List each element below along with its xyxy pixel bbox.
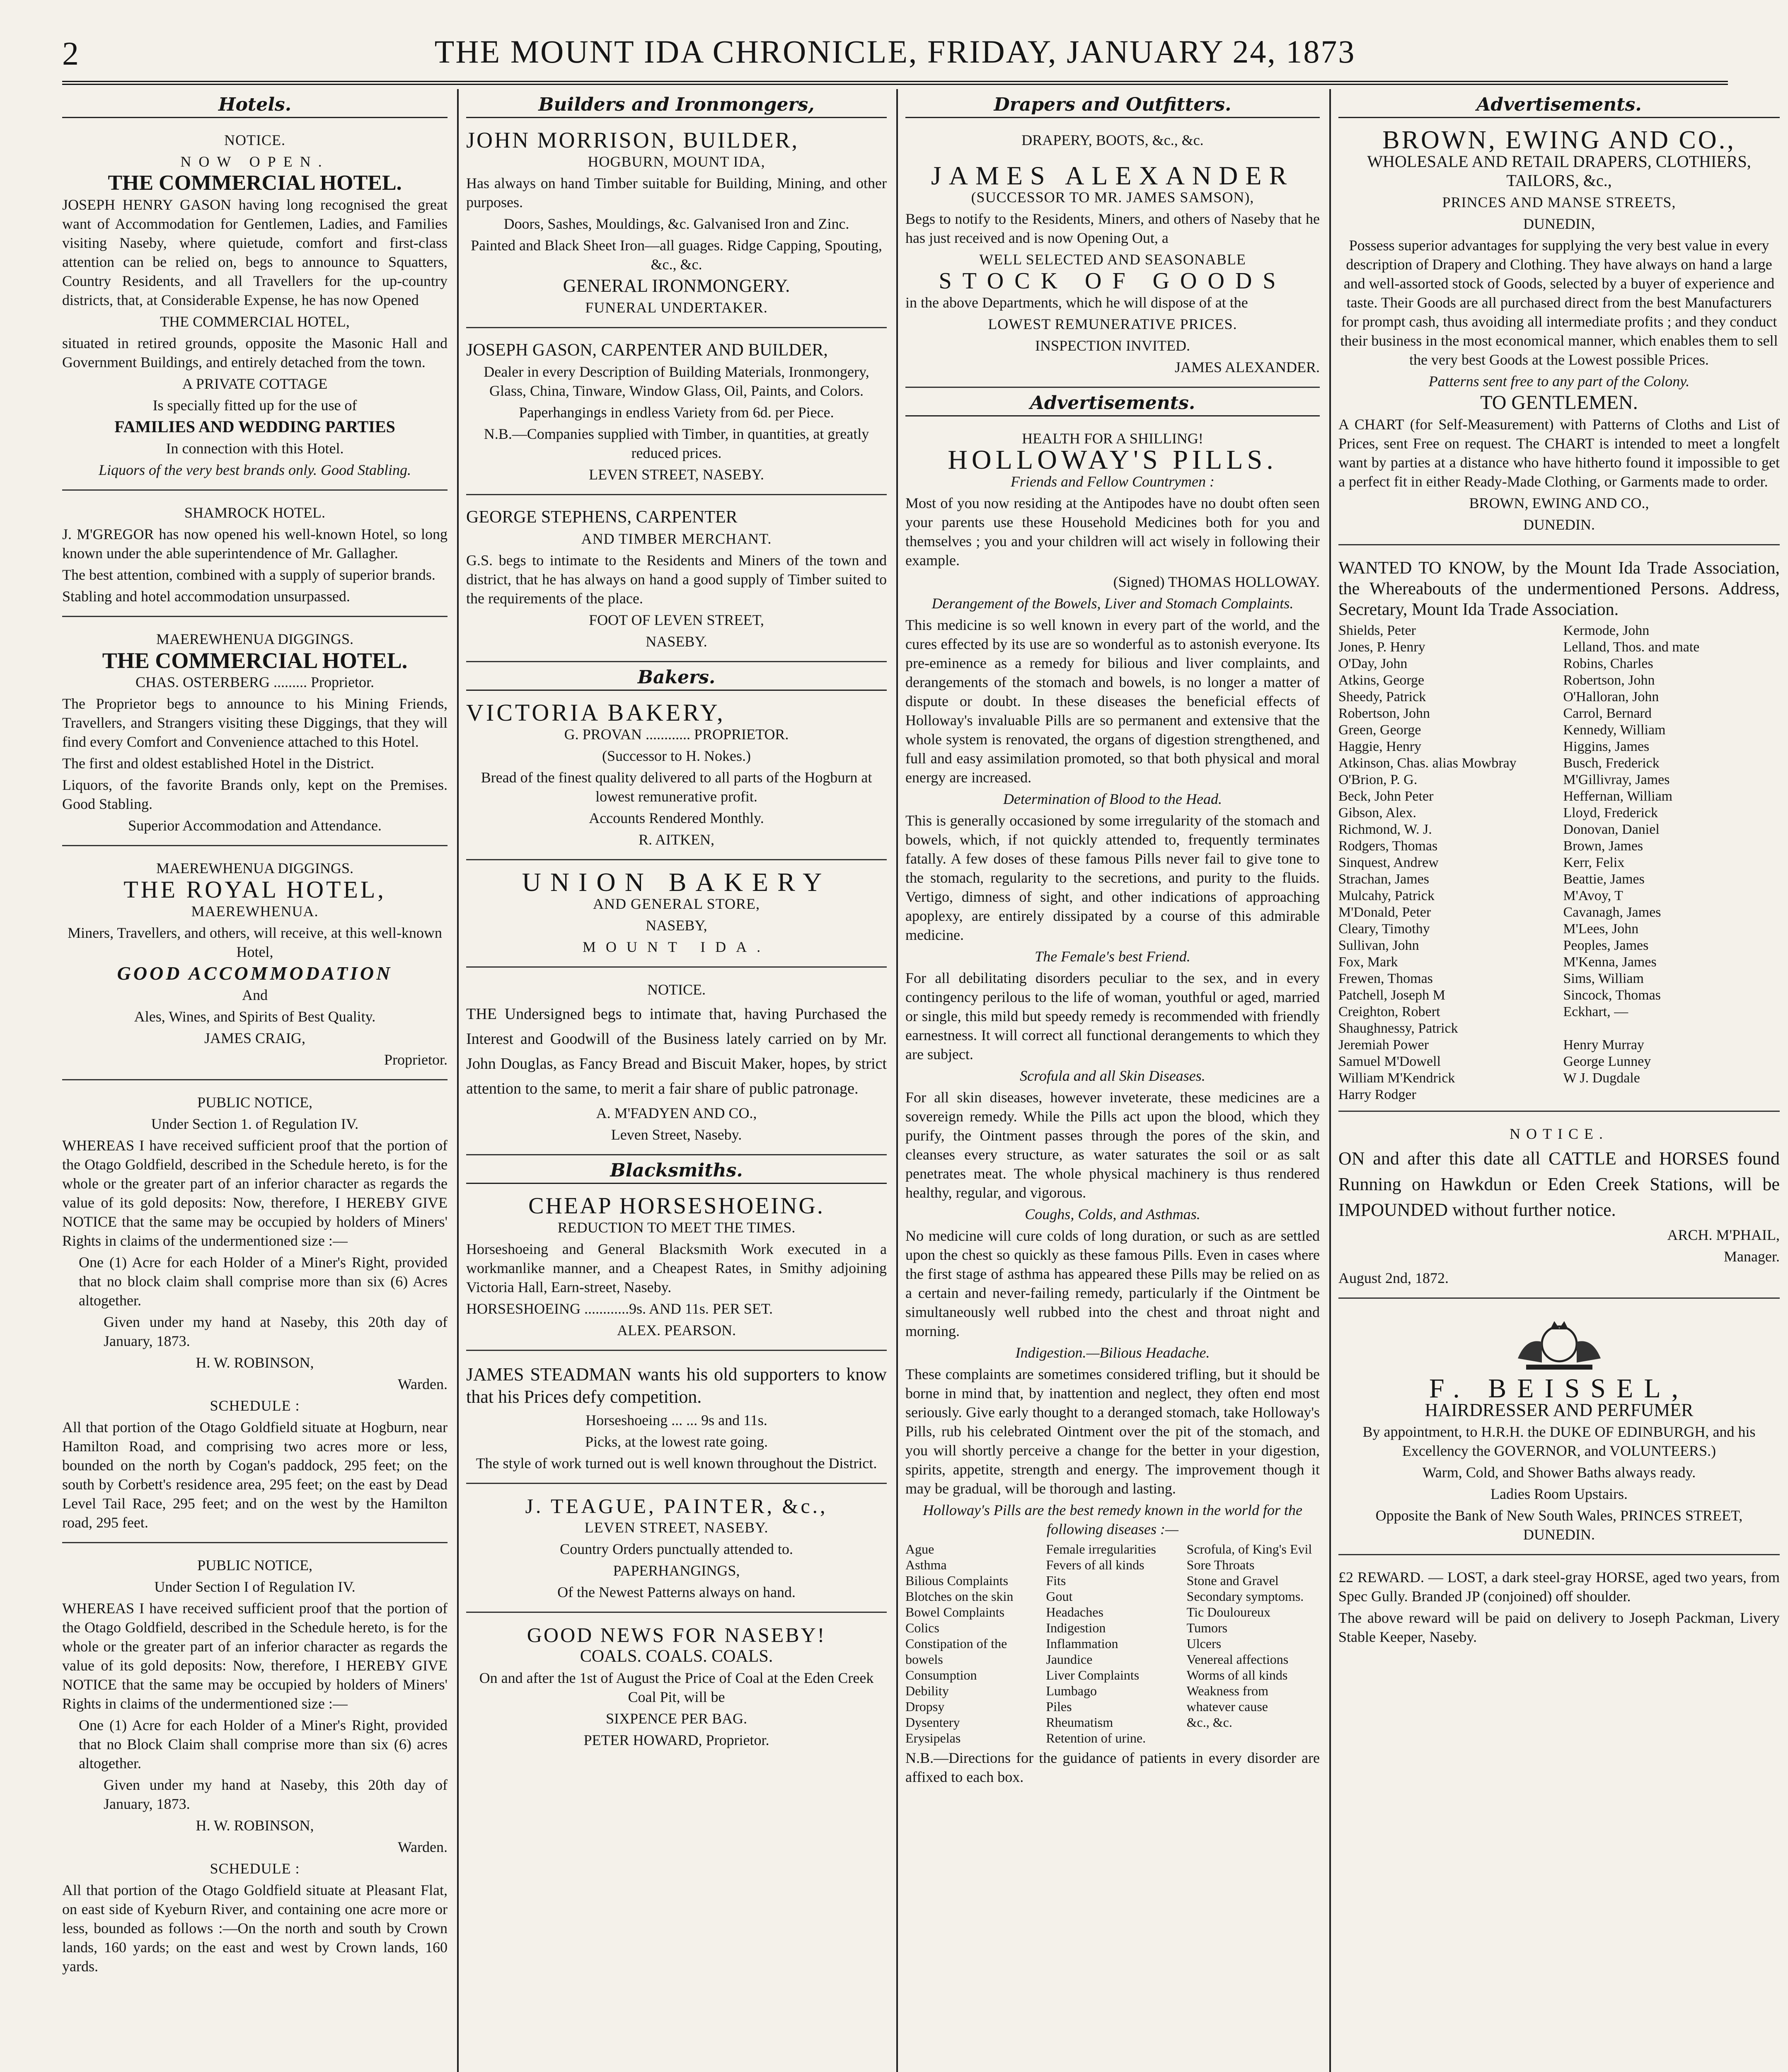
- ad-body: Paperhangings in endless Variety from 6d. per Piece.: [519, 404, 834, 421]
- schedule-heading: SCHEDULE :: [210, 1860, 300, 1877]
- names-column: Kermode, John Lelland, Thos. and mate Robins, Charles Robertson, John O'Halloran, John Carrol, Bernard Kennedy, William Higgins, James Busch, Frederick M'Gillivray, James Heffernan, William Lloyd, Frederick Donovan, Daniel Brown, James Kerr, Felix Beattie, James M'Avoy, T Cavanagh, James M'Lees, John Peoples, James M'Kenna, James Sims, William Sincock, Thomas Eckhart, — Henry Murray George Lunney W J. Dugdale: [1563, 623, 1700, 1086]
- notice-body: WHEREAS I have received sufficient proof that the portion of the Otago Goldfield, described in the Schedule hereto, is for the whole or the greater part of an inferior character as regards the value of its gold deposits: Now, therefore, I HEREBY GIVE NOTICE that the same may be occupied by holders of Miners' Rights in claims of the undermentioned size :—: [62, 1600, 448, 1712]
- ad-line: Manager.: [1724, 1248, 1780, 1265]
- ad-body: On and after the 1st of August the Price of Coal at the Eden Creek Coal Pit, will be: [479, 1670, 874, 1705]
- ad-line: WELL SELECTED AND SEASONABLE: [979, 251, 1246, 268]
- notice-section: Under Section 1. of Regulation IV.: [151, 1116, 359, 1132]
- ad-body: For all debilitating disorders peculiar to the sex, and in every contingency perilous to the life of woman, youthful or aged, married or single, this mild but speedy remedy is recommended with friendly earnestness. It will correct all functional derangements to which they are subject.: [905, 970, 1320, 1063]
- ad-body: THE Undersigned begs to intimate that, having Purchased the Interest and Goodwill of the Business lately carried on by Mr. John Douglas, as Fancy Bread and Biscuit Maker, hopes, by strict attention to the same, to merit a fair share of public patronage.: [466, 1005, 887, 1097]
- ad-line: DUNEDIN,: [1523, 215, 1595, 232]
- ad-line: Opposite the Bank of New South Wales, PRINCES STREET, DUNEDIN.: [1375, 1507, 1743, 1543]
- ad-body: ON and after this date all CATTLE and HORSES found Running on Hawkdun or Eden Creek Stations, will be IMPOUNDED without further notice.: [1338, 1148, 1780, 1220]
- column-rule: [896, 89, 898, 2072]
- ad-heading: MAEREWHENUA DIGGINGS.: [156, 631, 353, 647]
- james-steadman-ad: [466, 1357, 887, 1484]
- ad-title: GEORGE STEPHENS, CARPENTER: [466, 508, 738, 527]
- disease-list-column: Ague Asthma Bilious Complaints Blotches on the skin Bowel Complaints Colics Constipation of the bowels Consumption Debility Dropsy Dysentery Erysipelas: [905, 1542, 1014, 1745]
- ad-title: J. TEAGUE, PAINTER, &c.,: [525, 1494, 828, 1518]
- section-heading: Hotels.: [62, 95, 448, 118]
- notice-line: Warden.: [397, 1376, 448, 1392]
- ad-subheading: Scrofula and all Skin Diseases.: [1020, 1067, 1205, 1084]
- ad-signature: BROWN, EWING AND CO.,: [1469, 495, 1649, 511]
- ad-line: A PRIVATE COTTAGE: [182, 375, 328, 392]
- cheap-horseshoeing-ad: [466, 1190, 887, 1351]
- royal-crest-icon: [1510, 1313, 1609, 1375]
- ad-subheading: The Female's best Friend.: [1035, 948, 1190, 965]
- ad-line: Country Orders punctually attended to.: [560, 1541, 793, 1557]
- ad-body: Horseshoeing and General Blacksmith Work executed in a workmanlike manner, and a Cheapest Rates, in Smithy adjoining Victoria Hall, Earn-street, Naseby.: [466, 1241, 887, 1295]
- joseph-gason-ad: [466, 334, 887, 495]
- shamrock-hotel-ad: [62, 496, 448, 617]
- ad-line: GENERAL IRONMONGERY.: [563, 276, 790, 296]
- ad-line: INSPECTION INVITED.: [1035, 337, 1190, 354]
- notice-section: Under Section I of Regulation IV.: [154, 1578, 356, 1595]
- ad-title: JOHN MORRISON, BUILDER,: [466, 128, 799, 152]
- ad-body: Liquors, of the favorite Brands only, kept on the Premises. Good Stabling.: [62, 777, 448, 812]
- ad-subheading: Coughs, Colds, and Asthmas.: [1025, 1206, 1200, 1222]
- john-morrison-ad: [466, 124, 887, 328]
- ad-line: In connection with this Hotel.: [166, 440, 344, 457]
- ad-signature: ARCH. M'PHAIL,: [1667, 1227, 1780, 1243]
- ad-footnote: N.B.—Directions for the guidance of patients in every disorder are affixed to each box.: [905, 1750, 1320, 1785]
- column-3: [905, 95, 1320, 2072]
- column-rule: [457, 89, 459, 2072]
- column-2: [466, 95, 887, 2072]
- ad-line: Accounts Rendered Monthly.: [589, 810, 764, 826]
- ad-line: REDUCTION TO MEET THE TIMES.: [557, 1219, 796, 1236]
- ad-body: Has always on hand Timber suitable for Building, Mining, and other purposes.: [466, 175, 887, 211]
- ad-line: MOUNT IDA.: [582, 939, 771, 955]
- ad-body: Dealer in every Description of Building Materials, Ironmongery, Glass, China, Tinware, Window Glass, Oil, Paints, and Colors.: [484, 363, 869, 399]
- disease-list-column: Female irregularities Fevers of all kinds Fits Gout Headaches Indigestion Inflammation Jaundice Liver Complaints Lumbago Piles Rheumatism Retention of urine.: [1046, 1542, 1156, 1745]
- ad-notice: NOTICE.: [224, 132, 285, 148]
- impound-notice-ad: [1338, 1118, 1780, 1299]
- section-heading: Builders and Ironmongers,: [466, 95, 887, 118]
- ad-body: For all skin diseases, however inveterate, these medicines are a sovereign remedy. While the Pills act upon the blood, which they purify, the Ointment passes through the pores of the skin, and cleanses every structure, as water saturates the soil or as salt penetrates meat. The whole physical machinery is thus rendered healthy, regular, and vigorous.: [905, 1089, 1320, 1201]
- ad-title: THE COMMERCIAL HOTEL.: [108, 171, 402, 195]
- column-4: [1338, 95, 1780, 2072]
- ad-body: This medicine is so well known in every part of the world, and the cures effected by its use are so wonderful as to astonish everyone. Its pre-eminence as a remedy for bilious and liver complaints, and derangements of the stomach and bowels, is no longer a matter of dispute or doubt. In these diseases the beneficial effects of Holloway's invaluable Pills are so permanent and extensive that the whole system is renovated, the organs of digestion strengthened, and full and easy assimilation promoted, so that both physical and moral energy are increased.: [905, 617, 1320, 786]
- ad-signature: JAMES ALEXANDER.: [1174, 359, 1320, 375]
- section-heading: Bakers.: [466, 668, 887, 691]
- ad-line: LEVEN STREET, NASEBY.: [589, 466, 764, 483]
- ad-body: This is generally occasioned by some irregularity of the stomach and bowels, which, if not quickly attended to, frequently terminates fatally. A few doses of these famous Pills never fail to give tone to the stomach, regularity to the secretions, and purity to the fluids. Vertigo, dimness of sight, and other indications of approaching apoplexy, are entirely dissipated by a course of this admirable medicine.: [905, 812, 1320, 943]
- ad-line: COALS. COALS. COALS.: [580, 1647, 773, 1666]
- column-rule: [1329, 89, 1331, 2072]
- victoria-bakery-ad: [466, 697, 887, 860]
- section-heading: Advertisements.: [1338, 95, 1780, 118]
- ad-line: FAMILIES AND WEDDING PARTIES: [114, 417, 395, 436]
- page-number: 2: [62, 36, 79, 72]
- ad-line: Friends and Fellow Countrymen :: [1011, 473, 1215, 490]
- ad-signature: JAMES CRAIG,: [204, 1030, 306, 1046]
- ad-line: R. AITKEN,: [639, 831, 714, 848]
- section-heading: Drapers and Outfitters.: [905, 95, 1320, 118]
- ad-line: G. PROVAN ............ PROPRIETOR.: [564, 726, 789, 743]
- j-teague-ad: [466, 1490, 887, 1613]
- royal-hotel-ad: [62, 852, 448, 1080]
- ad-body: in the above Departments, which he will dispose of at the: [905, 294, 1248, 311]
- ad-line: Warm, Cold, and Shower Baths always ready.: [1422, 1464, 1696, 1481]
- ad-body: By appointment, to H.R.H. the DUKE OF EDINBURGH, and his Excellency the GOVERNOR, and VOLUNTEERS.): [1362, 1423, 1756, 1459]
- ad-line: AND GENERAL STORE,: [593, 896, 760, 912]
- ad-heading: MAEREWHENUA DIGGINGS.: [156, 860, 353, 876]
- brown-ewing-ad: [1338, 124, 1780, 545]
- ad-line: GOOD ACCOMMODATION: [117, 963, 393, 984]
- union-bakery-ad: [466, 866, 887, 968]
- ad-line: NASEBY,: [646, 917, 707, 934]
- ad-body: The first and oldest established Hotel in the District.: [62, 755, 374, 772]
- ad-subheading: TO GENTLEMEN.: [1480, 392, 1638, 414]
- ad-title: GOOD NEWS FOR NASEBY!: [527, 1623, 826, 1646]
- notice-title: PUBLIC NOTICE,: [197, 1094, 312, 1111]
- james-alexander-ad: [905, 124, 1320, 388]
- notice-body: Given under my hand at Naseby, this 20th day of January, 1873.: [104, 1777, 448, 1812]
- ad-line: DUNEDIN.: [1523, 516, 1595, 533]
- george-stephens-ad: [466, 501, 887, 662]
- ad-title: F. BEISSEL,: [1429, 1373, 1689, 1404]
- ad-line: AND TIMBER MERCHANT.: [581, 530, 772, 547]
- ad-body: Bread of the finest quality delivered to all parts of the Hogburn at lowest remunerative profit.: [481, 769, 872, 805]
- ad-heading: NOTICE.: [1510, 1126, 1609, 1142]
- ad-line: LEVEN STREET, NASEBY.: [584, 1519, 769, 1536]
- ad-line: Is specially fitted up for the use of: [152, 397, 357, 414]
- public-notice-2: [62, 1549, 448, 1986]
- ad-heading: DRAPERY, BOOTS, &c., &c.: [1021, 132, 1204, 148]
- ad-body: G.S. begs to intimate to the Residents and Miners of the town and district, that he has always on hand a good supply of Timber suited to the requirements of the place.: [466, 552, 887, 607]
- ad-body: JOSEPH HENRY GASON having long recognised the great want of Accommodation for Gentlemen, Ladies, and Families visiting Naseby, where quietude, comfort and first-class attention can be relied on, begs to announce to Squatters, Country Residents, and all Travellers for the up-country districts, that, at Considerable Expense, he has now Opened: [62, 196, 448, 308]
- section-heading: Blacksmiths.: [466, 1161, 887, 1184]
- ad-line: SIXPENCE PER BAG.: [605, 1710, 748, 1727]
- ad-line: Leven Street, Naseby.: [611, 1126, 742, 1143]
- ad-body: situated in retired grounds, opposite the Masonic Hall and Government Buildings, and entirely detached from the town.: [62, 335, 448, 370]
- ad-line: Patterns sent free to any part of the Colony.: [1428, 373, 1690, 390]
- ad-body: The above reward will be paid on delivery to Joseph Packman, Livery Stable Keeper, Naseby.: [1338, 1610, 1780, 1645]
- ad-line: NASEBY.: [646, 633, 707, 650]
- ad-open: NOW OPEN.: [180, 153, 329, 170]
- section-heading: Advertisements.: [905, 394, 1320, 416]
- ad-subheading: Derangement of the Bowels, Liver and Stomach Complaints.: [932, 595, 1294, 612]
- ad-line: MAEREWHENUA.: [191, 903, 319, 920]
- ad-line: STOCK OF GOODS: [939, 268, 1287, 294]
- good-news-ad: [466, 1619, 887, 1760]
- ad-signature: ALEX. PEARSON.: [617, 1322, 736, 1339]
- ad-body: Begs to notify to the Residents, Miners, and others of Naseby that he has just received and is now Opening Out, a: [905, 211, 1320, 246]
- ad-line: FOOT OF LEVEN STREET,: [589, 612, 764, 628]
- ad-line: Ladies Room Upstairs.: [1490, 1486, 1628, 1502]
- ad-body: Miners, Travellers, and others, will receive, at this well-known Hotel,: [68, 925, 442, 960]
- ad-line: Horseshoeing ... ... 9s and 11s.: [586, 1412, 767, 1428]
- ad-line: August 2nd, 1872.: [1338, 1270, 1449, 1286]
- ad-line: HAIRDRESSER AND PERFUMER: [1425, 1400, 1694, 1420]
- ad-body: A CHART (for Self-Measurement) with Patterns of Cloths and List of Prices, sent Free on request. The CHART is intended to meet a longfelt want by parties at a distance who have hitherto found it impossible to get a perfect fit in either Ready-Made Clothing, or Garments made to order.: [1338, 416, 1780, 490]
- disease-list: [905, 1541, 1320, 1746]
- schedule-heading: SCHEDULE :: [210, 1397, 300, 1414]
- ad-body: Painted and Black Sheet Iron—all guages. Ridge Capping, Spouting, &c., &c.: [471, 237, 882, 273]
- ad-body: The Proprietor begs to announce to his Mining Friends, Travellers, and Strangers visiting these Diggings, that they will find every Comfort and Convenience attached to this Hotel.: [62, 695, 448, 750]
- ad-body: WANTED TO KNOW, by the Mount Ida Trade Association, the Whereabouts of the undermentioned Persons. Address, Secretary, Mount Ida Trade Association.: [1338, 559, 1780, 619]
- notice-title: PUBLIC NOTICE,: [197, 1557, 312, 1573]
- ad-title: JOSEPH GASON, CARPENTER AND BUILDER,: [466, 341, 828, 360]
- ad-body: The best attention, combined with a supply of superior brands.: [62, 566, 436, 583]
- ad-line: Picks, at the lowest rate going.: [585, 1433, 768, 1450]
- ad-title: HOLLOWAY'S PILLS.: [948, 445, 1277, 475]
- ad-title: SHAMROCK HOTEL.: [184, 504, 325, 521]
- names-list: [1338, 622, 1780, 1103]
- ad-body: Stabling and hotel accommodation unsurpassed.: [62, 588, 350, 605]
- ad-signature: (Signed) THOMAS HOLLOWAY.: [1113, 574, 1320, 590]
- maerewhenua-commercial-ad: [62, 623, 448, 846]
- masthead: [62, 19, 1728, 85]
- ad-body: N.B.—Companies supplied with Timber, in quantities, at greatly reduced prices.: [484, 426, 869, 461]
- notice-line: Warden.: [397, 1839, 448, 1855]
- notice-mfadyen-ad: [466, 973, 887, 1155]
- ad-line: A. M'FADYEN AND CO.,: [596, 1105, 757, 1121]
- ad-subheading: Indigestion.—Bilious Headache.: [1015, 1344, 1210, 1361]
- ad-body: Most of you now residing at the Antipodes have no doubt often seen your parents use these Household Medicines both for you and themselves ; you and your children will act wisely in following their example.: [905, 495, 1320, 569]
- ad-line: Proprietor.: [384, 1051, 448, 1068]
- page-title: THE MOUNT IDA CHRONICLE, FRIDAY, JANUARY 24, 1873: [434, 34, 1356, 70]
- ad-body: These complaints are sometimes considered trifling, but it should be borne in mind that, by inattention and neglect, they often end most seriously. Give early thought to a deranged stomach, take Holloway's Pills, rub his celebrated Ointment over the pit of the stomach, and you will shortly perceive a change for the better in your digestion, spirits, appetite, strength and energy. The improvement though it may be gradual, will be thorough and lasting.: [905, 1366, 1320, 1497]
- ad-body: J. M'GREGOR has now opened his well-known Hotel, so long known under the able superintendence of Mr. Gallagher.: [62, 526, 448, 562]
- notice-body: One (1) Acre for each Holder of a Miner's Right, provided that no block claim shall comprise more than six (6) Acres altogether.: [79, 1254, 448, 1309]
- ad-title: THE ROYAL HOTEL,: [123, 876, 386, 903]
- reward-ad: [1338, 1561, 1780, 1656]
- ad-line: Ales, Wines, and Spirits of Best Quality.: [134, 1008, 376, 1025]
- schedule-body: All that portion of the Otago Goldfield situate at Pleasant Flat, on east side of Kyeburn River, and containing one acre more or less, bounded as follows :—On the north and south by Crown lands, 160 yards; on the east and west by Crown lands, 160 yards.: [62, 1882, 448, 1975]
- wanted-to-know-ad: [1338, 551, 1780, 1112]
- notice-signature: H. W. ROBINSON,: [196, 1817, 314, 1834]
- ad-heading: HEALTH FOR A SHILLING!: [1022, 430, 1203, 447]
- public-notice-1: [62, 1086, 448, 1543]
- ad-line: The style of work turned out is well known throughout the District.: [476, 1455, 877, 1472]
- ad-line: PAPERHANGINGS,: [613, 1562, 740, 1579]
- ad-line: Of the Newest Patterns always on hand.: [557, 1584, 796, 1600]
- disease-list-column: Scrofula, of King's Evil Sore Throats Stone and Gravel Secondary symptoms. Tic Douloureux Tumors Ulcers Venereal affections Worms of all kinds Weakness from whatever cause &c., &c.: [1186, 1542, 1312, 1730]
- ad-line: WHOLESALE AND RETAIL DRAPERS, CLOTHIERS, TAILORS, &c.,: [1367, 152, 1751, 190]
- ad-title: VICTORIA BAKERY,: [466, 699, 726, 726]
- ad-title: JAMES ALEXANDER: [931, 161, 1294, 190]
- ad-body: Possess superior advantages for supplying the very best value in every description of Drapery and Clothing. They have always on hand a large and well-assorted stock of Goods, selected by a buyer of experience and taste. Their Goods are all purchased direct from the best Manufacturers for prompt cash, thus avoiding all intermediate profits ; and they conduct their business in the most economical manner, which enables them to sell the very best Goods at the Lowest possible Prices.: [1340, 237, 1778, 368]
- ad-body: Doors, Sashes, Mouldings, &c. Galvanised Iron and Zinc.: [503, 215, 849, 232]
- ad-signature: PETER HOWARD, Proprietor.: [583, 1732, 769, 1748]
- ad-body: No medicine will cure colds of long duration, or such as are settled upon the chest so quickly as these famous Pills. Even in cases where the first stage of asthma has appeared these Pills may be relied on as a certain and never-failing remedy, particularly if the Ointment be simultaneously well rubbed into the chest and throat night and morning.: [905, 1227, 1320, 1339]
- holloways-pills-ad: [905, 422, 1320, 1796]
- ad-line: (Successor to H. Nokes.): [602, 748, 751, 764]
- ad-title: UNION BAKERY: [522, 867, 831, 897]
- ad-line: (SUCCESSOR TO MR. JAMES SAMSON),: [971, 189, 1254, 206]
- ad-line: CHAS. OSTERBERG ......... Proprietor.: [135, 674, 375, 690]
- ad-title: CHEAP HORSESHOEING.: [528, 1193, 825, 1219]
- notice-body: Given under my hand at Naseby, this 20th day of January, 1873.: [104, 1314, 448, 1349]
- names-column: Shields, Peter Jones, P. Henry O'Day, John Atkins, George Sheedy, Patrick Robertson, John Green, George Haggie, Henry Atkinson, Chas. alias Mowbray O'Brion, P. G. Beck, John Peter Gibson, Alex. Richmond, W. J. Rodgers, Thomas Sinquest, Andrew Strachan, James Mulcahy, Patrick M'Donald, Peter Cleary, Timothy Sullivan, John Fox, Mark Frewen, Thomas Patchell, Joseph M Creighton, Robert Shaughnessy, Patrick Jeremiah Power Samuel M'Dowell William M'Kendrick Harry Rodger: [1338, 623, 1517, 1102]
- ad-line: PRINCES AND MANSE STREETS,: [1442, 194, 1676, 211]
- ad-body: £2 REWARD. — LOST, a dark steel-gray HORSE, aged two years, from Spec Gully. Branded JP (conjoined) off shoulder.: [1338, 1569, 1780, 1605]
- ad-line: Liquors of the very best brands only. Good Stabling.: [99, 462, 411, 478]
- ad-line: And: [242, 987, 268, 1003]
- ad-line: LOWEST REMUNERATIVE PRICES.: [988, 316, 1237, 332]
- ad-title: BROWN, EWING AND CO.,: [1382, 126, 1736, 154]
- schedule-body: All that portion of the Otago Goldfield situate at Hogburn, near Hamilton Road, and comprising two acres more or less, bounded on the north by Cogan's paddock, 295 feet; on the south by Corbett's residence area, 295 feet; on the east by Dead Level Tail Race, 295 feet; and on the west by the Hamilton road, 295 feet.: [62, 1419, 448, 1531]
- ad-line: FUNERAL UNDERTAKER.: [585, 299, 768, 316]
- ad-subheading: Holloway's Pills are the best remedy known in the world for the following diseases :—: [923, 1502, 1302, 1537]
- ad-subheading: Determination of Blood to the Head.: [1003, 791, 1222, 807]
- column-1: [62, 95, 448, 2072]
- notice-body: WHEREAS I have received sufficient proof that the portion of the Otago Goldfield, described in the Schedule hereto, is for the whole or the greater part of an inferior character as regards the value of its gold deposits: Now, therefore, I HEREBY GIVE NOTICE that the same may be occupied by holders of Miners' Rights in claims of the undermentioned size :—: [62, 1137, 448, 1249]
- ad-heading: NOTICE.: [647, 981, 706, 998]
- ad-subtitle: THE COMMERCIAL HOTEL,: [160, 313, 350, 330]
- notice-body: One (1) Acre for each Holder of a Miner's Right, provided that no Block Claim shall comprise more than six (6) acres altogether.: [79, 1717, 448, 1772]
- ad-body: JAMES STEADMAN wants his old supporters to know that his Prices defy competition.: [466, 1364, 887, 1407]
- ad-line: HORSESHOEING ............9s. AND 11s. PER SET.: [466, 1300, 773, 1317]
- ad-title: THE COMMERCIAL HOTEL.: [102, 648, 408, 673]
- ad-line: Superior Accommodation and Attendance.: [128, 817, 382, 834]
- ad-line: HOGBURN, MOUNT IDA,: [588, 153, 765, 170]
- notice-signature: H. W. ROBINSON,: [196, 1354, 314, 1371]
- commercial-hotel-ad: [62, 124, 448, 491]
- beissel-ad: [1338, 1305, 1780, 1555]
